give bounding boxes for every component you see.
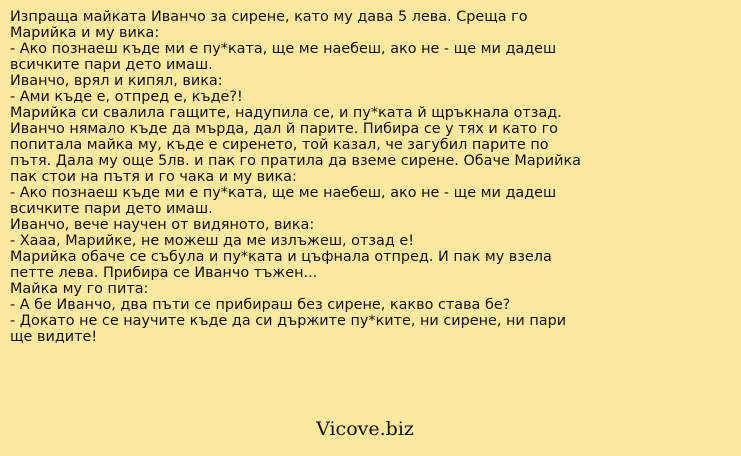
joke-line-10: Майка му го пита: [10, 281, 149, 297]
joke-line-9: Марийка обаче се събула и пу*ката и цъфнала отпред. И пак му взела петте лева. Прибира се Иванчо тъжен... [10, 249, 552, 281]
joke-line-1: Изпраща майката Иванчо за сирене, като му дава 5 лева. Среща го Марийка и му вика: [10, 9, 528, 41]
joke-line-3: Иванчо, врял и кипял, вика: [10, 73, 223, 89]
joke-text [10, 9, 585, 345]
joke-line-8: - Хааа, Марийке, не можеш да ме излъжеш, отзад е! [10, 233, 414, 249]
joke-line-12: - Докато не се научите къде да си държите пу*ките, ни сирене, ни пари ще видите! [10, 313, 567, 345]
joke-line-5: Марийка си свалила гащите, надупила се, и пу*ката й щръкнала отзад. Иванчо нямало къде да мърда, дал й парите. Пибира се у тях и като го попитала майка му, къде е сиренето, той казал, че загубил парите по пътя. Дала му още 5лв. и пак го пратила да вземе сирене. Обаче Марийка пак стои на пътя и го чака и му вика: [10, 105, 581, 185]
site-caption: Vicove.biz [316, 418, 414, 440]
joke-line-11: - А бе Иванчо, два пъти се прибираш без сирене, какво става бе? [10, 297, 511, 313]
joke-line-2: - Ако познаеш къде ми е пу*ката, ще ме наебеш, ако не - ще ми дадеш всичките пари дето имаш. [10, 41, 557, 73]
joke-line-7: Иванчо, вече научен от видяното, вика: [10, 217, 315, 233]
joke-line-4: - Ами къде е, отпред е, къде?! [10, 89, 243, 105]
joke-line-6: - Ако познаеш къде ми е пу*ката, ще ме наебеш, ако не - ще ми дадеш всичките пари дето имаш. [10, 185, 557, 217]
